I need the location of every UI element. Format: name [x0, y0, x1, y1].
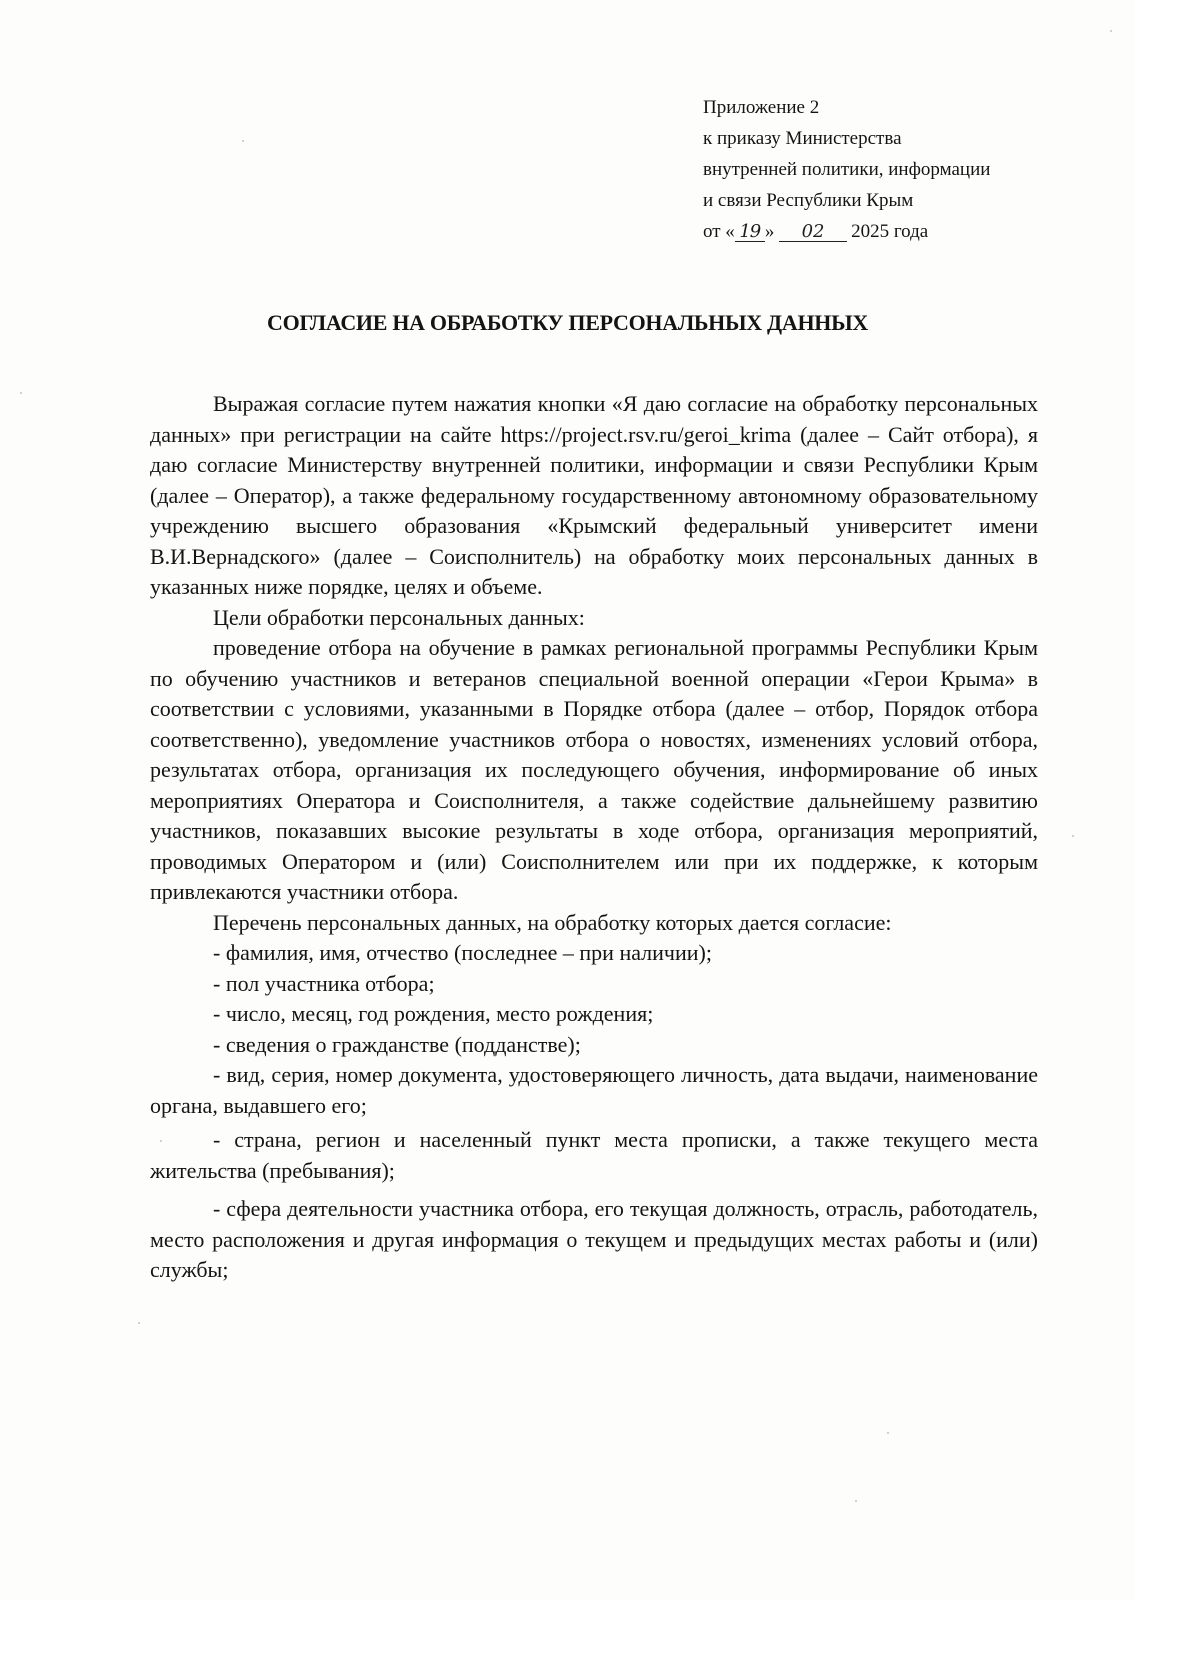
data-list-heading: Перечень персональных данных, на обработку которых дается согласие: — [213, 909, 892, 935]
scan-speck — [1072, 835, 1074, 837]
list-item: - сведения о гражданстве (подданстве); — [213, 1031, 581, 1057]
list-item: - сфера деятельности участника отбора, его текущая должность, отрасль, работодатель, место расположения и другая информация о текущем и предыдущих местах работы и (или) службы; — [150, 1196, 1038, 1282]
appendix-date-line — [703, 216, 1063, 247]
appendix-line-1: Приложение 2 — [703, 97, 820, 118]
date-middle: » — [764, 221, 775, 242]
document-title: СОГЛАСИЕ НА ОБРАБОТКУ ПЕРСОНАЛЬНЫХ ДАННЫХ — [266, 310, 868, 335]
list-item: - страна, регион и населенный пункт места прописки, а также текущего места жительства (пребывания); — [150, 1127, 1038, 1183]
date-prefix: от « — [703, 221, 735, 242]
list-item: - вид, серия, номер документа, удостоверяющего личность, дата выдачи, наименование органа, выдавшего его; — [150, 1062, 1038, 1118]
scan-speck — [20, 392, 22, 394]
handwritten-month: 02 — [779, 223, 847, 242]
list-item: - фамилия, имя, отчество (последнее – при наличии); — [213, 940, 712, 965]
appendix-line-3: внутренней политики, информации — [703, 159, 991, 180]
goals-heading: Цели обработки персональных данных: — [213, 604, 585, 630]
handwritten-day: 19 — [735, 223, 765, 242]
intro-paragraph: Выражая согласие путем нажатия кнопки «Я даю согласие на обработку персональных данных» при регистрации на сайте https://project.rsv.ru/geroi_krima (далее – Сайт отбора), я даю согласие Министерству внутренней политики, информации и связи Республики Крым (далее – Оператор), а также федеральному государственному автономному образовательному учреждению высшего образования «Крымский федеральный университет имени В.И.Вернадского» (далее – Соисполнитель) на обработку моих персональных данных в указанных ниже порядке, целях и объеме. — [150, 391, 1038, 599]
scan-speck — [242, 140, 244, 142]
document-body — [150, 389, 1038, 1286]
date-year: 2025 года — [851, 221, 929, 242]
appendix-block — [703, 92, 1063, 247]
list-item: - число, месяц, год рождения, место рождения; — [213, 1001, 654, 1026]
appendix-line-4: и связи Республики Крым — [703, 190, 914, 211]
appendix-line-2: к приказу Министерства — [703, 128, 902, 149]
goals-paragraph: проведение отбора на обучение в рамках региональной программы Республики Крым по обучению участников и ветеранов специальной военной операции «Герои Крыма» в соответствии с условиями, указанными в Порядке отбора (далее – отбор, Порядок отбора соответственно), уведомление участников отбора о новостях, изменениях условий отбора, результатах отбора, организация их последующего обучения, информирование об иных мероприятиях Оператора и Соисполнителя, а также содействие дальнейшему развитию участников, показавших высокие результаты в ходе отбора, организация мероприятий, проводимых Оператором и (или) Соисполнителем или при их поддержке, к которым привлекаются участники отбора. — [150, 635, 1038, 904]
scan-speck — [1110, 30, 1112, 32]
scan-speck — [887, 1432, 889, 1434]
scan-speck — [855, 1500, 857, 1502]
list-item: - пол участника отбора; — [213, 970, 435, 996]
scan-speck — [138, 1322, 140, 1324]
